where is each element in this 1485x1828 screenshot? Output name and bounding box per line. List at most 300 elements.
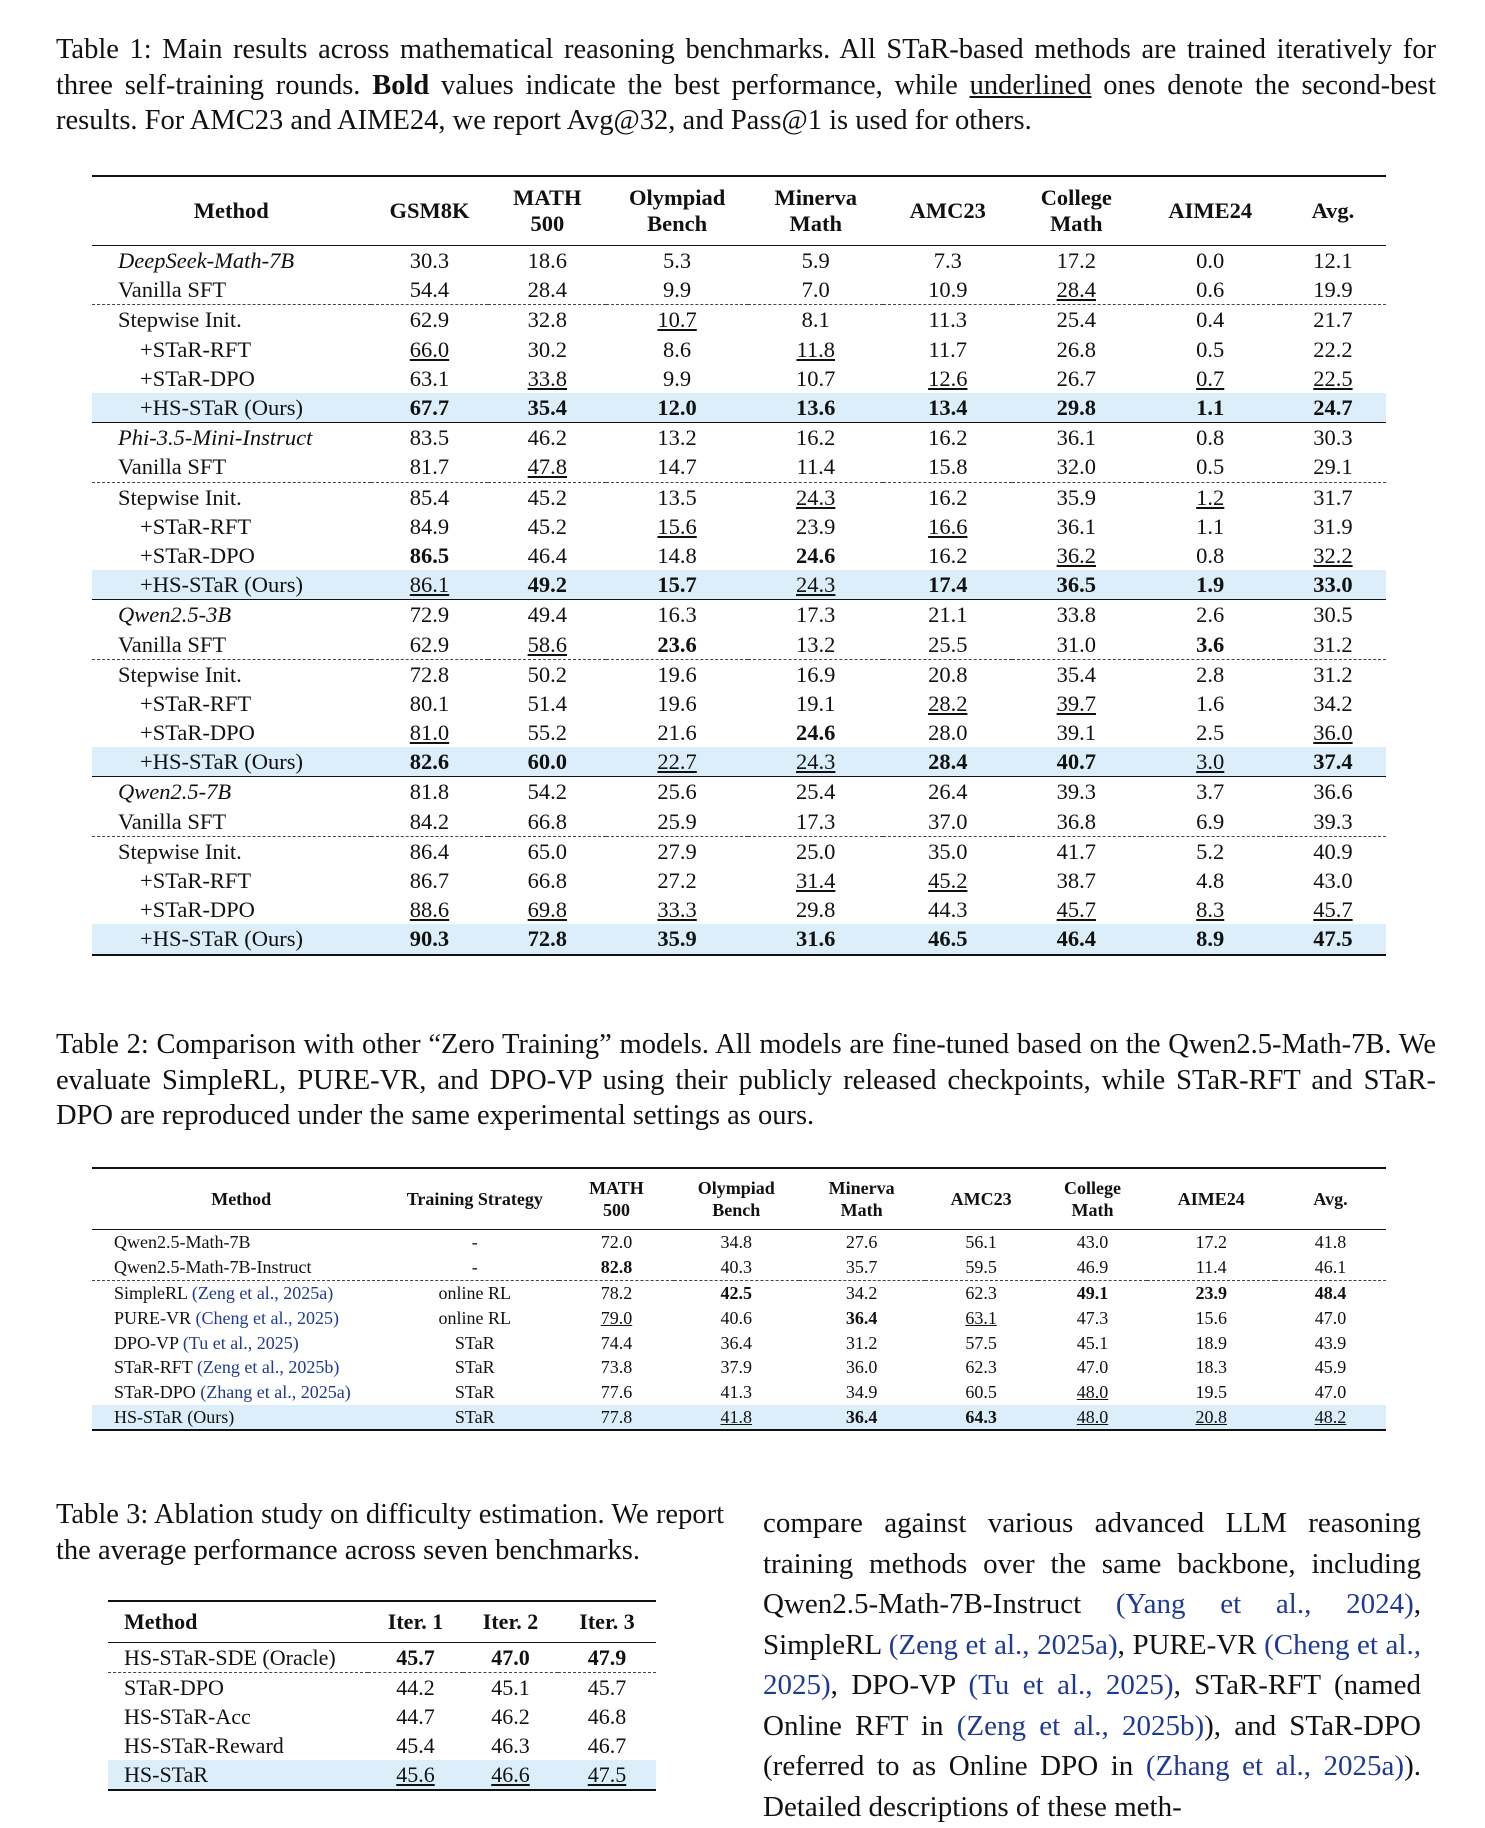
- value-cell: 86.4: [371, 836, 489, 866]
- value-cell: 13.2: [606, 423, 748, 453]
- value-cell: 66.8: [527, 808, 568, 834]
- table-row: [92, 777, 1386, 807]
- value-cell: 86.5: [409, 542, 450, 568]
- table-row: [92, 629, 1386, 659]
- method-cell: Vanilla SFT: [118, 277, 227, 303]
- header-cell: College Math: [1038, 1168, 1148, 1230]
- value-cell: 11.7: [928, 336, 968, 362]
- value-cell: 84.9: [409, 513, 450, 539]
- method-cell: [92, 1330, 390, 1355]
- header-cell: Training Strategy: [390, 1168, 559, 1230]
- value-cell: 41.3: [720, 1382, 752, 1403]
- table-row: [92, 1380, 1386, 1405]
- method-cell: Vanilla SFT: [118, 454, 227, 480]
- value-cell: 46.6: [463, 1760, 558, 1790]
- value-cell: 30.3: [1280, 423, 1386, 453]
- table1-header-row: [92, 176, 1386, 246]
- value-cell: 85.4: [371, 482, 489, 512]
- table-row: [92, 807, 1386, 837]
- value-cell: 82.6: [371, 747, 489, 777]
- value-cell: 62.9: [371, 305, 489, 335]
- value-cell: 43.0: [1076, 1232, 1109, 1253]
- value-cell: 31.2: [1313, 631, 1353, 657]
- value-cell: 17.2: [1195, 1232, 1227, 1253]
- value-cell: 31.2: [1280, 659, 1386, 689]
- value-cell: 45.2: [928, 868, 968, 894]
- value-cell: 47.5: [558, 1760, 656, 1790]
- value-cell: 40.9: [1280, 836, 1386, 866]
- value-cell: 25.5: [928, 631, 968, 657]
- value-cell: 11.8: [796, 336, 835, 362]
- value-cell: 36.2: [1056, 542, 1096, 568]
- value-cell: 36.0: [1313, 720, 1353, 746]
- value-cell: 88.6: [409, 897, 450, 923]
- header-cell: Method: [92, 1168, 390, 1230]
- value-cell: 5.9: [801, 248, 830, 274]
- value-cell: 43.0: [1313, 868, 1353, 894]
- value-cell: 23.9: [1147, 1280, 1275, 1305]
- value-cell: 32.8: [488, 305, 606, 335]
- value-cell: 60.5: [965, 1382, 997, 1403]
- header-cell: Method: [92, 176, 371, 246]
- method-cell: Qwen2.5-3B: [92, 600, 371, 630]
- value-cell: 1.1: [1196, 513, 1225, 539]
- value-cell: 48.0: [1076, 1382, 1109, 1403]
- value-cell: 60.0: [488, 747, 606, 777]
- value-cell: 77.8: [559, 1405, 674, 1431]
- value-cell: 36.0: [845, 1357, 878, 1378]
- value-cell: 66.0: [409, 336, 450, 362]
- value-cell: 63.1: [409, 365, 450, 391]
- value-cell: 22.2: [1313, 336, 1353, 362]
- citation-link[interactable]: (Zhang et al., 2025a): [195, 1382, 351, 1403]
- value-cell: 34.8: [720, 1232, 752, 1253]
- value-cell: 13.5: [606, 482, 748, 512]
- table-row: [92, 866, 1386, 895]
- value-cell: 43.9: [1314, 1332, 1347, 1353]
- header-cell: Iter. 3: [558, 1601, 656, 1643]
- value-cell: 18.6: [527, 248, 568, 274]
- method-cell: +STaR-RFT: [140, 868, 252, 894]
- value-cell: 36.4: [799, 1405, 925, 1431]
- value-cell: 24.7: [1280, 393, 1386, 423]
- value-cell: 16.9: [748, 659, 884, 689]
- value-cell: 0.5: [1196, 336, 1225, 362]
- value-cell: 37.0: [928, 808, 968, 834]
- value-cell: 21.1: [883, 600, 1012, 630]
- value-cell: 45.4: [396, 1733, 435, 1758]
- method-cell: HS-STaR-SDE (Oracle): [124, 1645, 336, 1670]
- value-cell: 9.9: [663, 365, 692, 391]
- value-cell: 45.1: [1076, 1332, 1109, 1353]
- value-cell: 90.3: [371, 924, 489, 954]
- header-cell: AMC23: [925, 1168, 1038, 1230]
- value-cell: 16.6: [928, 513, 968, 539]
- value-cell: 69.8: [527, 897, 568, 923]
- value-cell: 39.3: [1012, 777, 1141, 807]
- header-cell: Method: [108, 1601, 368, 1643]
- header-cell: Iter. 1: [368, 1601, 463, 1643]
- value-cell: 1.1: [1141, 393, 1280, 423]
- method-name: Qwen2.5-Math-7B: [114, 1232, 251, 1253]
- table-row: [92, 423, 1386, 453]
- value-cell: 5.2: [1141, 836, 1280, 866]
- method-name: HS-STaR (Ours): [114, 1406, 235, 1427]
- method-cell: HS-STaR-Reward: [124, 1733, 284, 1758]
- value-cell: 81.8: [371, 777, 489, 807]
- value-cell: 25.9: [657, 808, 697, 834]
- value-cell: 19.1: [796, 690, 836, 716]
- value-cell: 50.2: [488, 659, 606, 689]
- value-cell: 45.1: [463, 1673, 558, 1703]
- method-name: Qwen2.5-Math-7B-Instruct: [114, 1257, 312, 1278]
- value-cell: 46.4: [527, 542, 568, 568]
- header-cell: MATH 500: [488, 176, 606, 246]
- value-cell: 8.3: [1196, 897, 1225, 923]
- value-cell: 47.5: [1280, 924, 1386, 954]
- method-cell: HS-STaR-Acc: [124, 1704, 251, 1729]
- method-cell: Stepwise Init.: [92, 482, 371, 512]
- value-cell: 28.4: [883, 747, 1012, 777]
- method-name: STaR-DPO: [114, 1382, 196, 1403]
- citation-link[interactable]: (Cheng et al., 2025): [763, 1628, 1421, 1701]
- value-cell: 36.1: [1012, 423, 1141, 453]
- value-cell: 0.7: [1196, 365, 1225, 391]
- value-cell: 77.6: [600, 1382, 633, 1403]
- method-cell: +HS-STaR (Ours): [92, 747, 371, 777]
- citation-link[interactable]: (Tu et al., 2025): [178, 1332, 299, 1353]
- value-cell: 31.7: [1280, 482, 1386, 512]
- value-cell: 47.0: [1076, 1357, 1109, 1378]
- value-cell: 33.3: [657, 897, 697, 923]
- table-row: [92, 335, 1386, 364]
- value-cell: 26.4: [883, 777, 1012, 807]
- table-row: [92, 689, 1386, 718]
- strategy-cell: STaR: [454, 1382, 495, 1403]
- strategy-cell: STaR: [454, 1332, 495, 1353]
- value-cell: 17.4: [883, 570, 1012, 600]
- value-cell: 54.2: [488, 777, 606, 807]
- value-cell: 22.5: [1313, 365, 1353, 391]
- header-cell: Avg.: [1280, 176, 1386, 246]
- citation-link[interactable]: (Tu et al., 2025): [968, 1669, 1174, 1701]
- value-cell: 46.4: [1012, 924, 1141, 954]
- value-cell: 0.6: [1196, 277, 1225, 303]
- body-text-segment: , SimpleRL: [763, 1588, 1421, 1661]
- value-cell: 44.3: [928, 897, 968, 923]
- table-row: [92, 305, 1386, 335]
- value-cell: 35.4: [1012, 659, 1141, 689]
- value-cell: 21.6: [657, 720, 697, 746]
- value-cell: 33.8: [1012, 600, 1141, 630]
- value-cell: 34.9: [845, 1382, 878, 1403]
- value-cell: 22.7: [606, 747, 748, 777]
- value-cell: 63.1: [965, 1307, 997, 1328]
- body-text-segment: ). Detailed descriptions of these meth-: [763, 1750, 1421, 1823]
- value-cell: 49.2: [488, 570, 606, 600]
- value-cell: 46.8: [587, 1704, 627, 1729]
- value-cell: 25.0: [748, 836, 884, 866]
- value-cell: 11.4: [796, 454, 835, 480]
- table1-main-results: [92, 175, 1386, 956]
- strategy-cell: STaR: [454, 1357, 495, 1378]
- table-row: [92, 1305, 1386, 1330]
- value-cell: 40.6: [720, 1307, 752, 1328]
- value-cell: 45.7: [396, 1645, 435, 1670]
- value-cell: 6.9: [1196, 808, 1225, 834]
- citation-link[interactable]: (Zeng et al., 2025a): [888, 1628, 1118, 1661]
- value-cell: 45.9: [1314, 1357, 1347, 1378]
- header-cell: Olympiad Bench: [674, 1168, 799, 1230]
- method-cell: [92, 1380, 390, 1405]
- table-row: [92, 1280, 1386, 1305]
- table-row: [92, 1355, 1386, 1380]
- value-cell: 20.8: [1147, 1405, 1275, 1431]
- table-row: [92, 452, 1386, 482]
- value-cell: 66.8: [527, 868, 568, 894]
- table3-ablation: [108, 1600, 656, 1791]
- value-cell: 30.2: [527, 336, 568, 362]
- method-cell: Vanilla SFT: [118, 808, 227, 834]
- value-cell: 24.3: [748, 570, 884, 600]
- table2-zero-training-comparison: [92, 1167, 1386, 1431]
- header-cell: Iter. 2: [463, 1601, 558, 1643]
- value-cell: 18.9: [1195, 1332, 1227, 1353]
- value-cell: 45.7: [558, 1673, 656, 1703]
- body-text-segment: , DPO-VP: [830, 1669, 969, 1701]
- table-row: [92, 1330, 1386, 1355]
- method-cell: Phi-3.5-Mini-Instruct: [92, 423, 371, 453]
- table2-caption: Table 2: Comparison with other “Zero Training” models. All models are fine-tuned based on the Qwen2.5-Math-7B. We evaluate SimpleRL, PURE-VR, and DPO-VP using their publicly released checkpoints, while STaR-RFT and STaR-DPO are reproduced under the same experimental settings as ours.: [56, 1029, 1436, 1131]
- value-cell: 36.5: [1012, 570, 1141, 600]
- value-cell: 9.9: [663, 277, 692, 303]
- value-cell: 81.7: [409, 454, 450, 480]
- value-cell: 17.3: [748, 600, 884, 630]
- table-row: [92, 393, 1386, 423]
- table-row: [92, 924, 1386, 954]
- header-cell: AIME24: [1141, 176, 1280, 246]
- value-cell: 54.4: [409, 277, 450, 303]
- value-cell: 15.6: [657, 513, 697, 539]
- citation-link[interactable]: (Zeng et al., 2025b): [956, 1709, 1205, 1742]
- value-cell: 0.8: [1196, 542, 1225, 568]
- value-cell: 46.2: [491, 1704, 530, 1729]
- table-row: [92, 659, 1386, 689]
- value-cell: 82.8: [600, 1257, 633, 1278]
- value-cell: 42.5: [674, 1280, 799, 1305]
- value-cell: 67.7: [371, 393, 489, 423]
- value-cell: 46.5: [883, 924, 1012, 954]
- method-cell: Stepwise Init.: [92, 836, 371, 866]
- value-cell: 17.2: [1056, 248, 1096, 274]
- value-cell: 11.4: [1195, 1257, 1227, 1278]
- value-cell: 25.6: [606, 777, 748, 807]
- value-cell: 19.9: [1313, 277, 1353, 303]
- value-cell: 39.7: [1056, 690, 1096, 716]
- table-row: [92, 718, 1386, 747]
- value-cell: 45.7: [1313, 897, 1353, 923]
- caption-underlined-word: underlined: [969, 69, 1092, 101]
- value-cell: 20.8: [883, 659, 1012, 689]
- value-cell: 29.1: [1313, 454, 1353, 480]
- value-cell: 31.2: [845, 1332, 878, 1353]
- value-cell: 78.2: [559, 1280, 674, 1305]
- value-cell: 49.4: [488, 600, 606, 630]
- table3-header-row: [108, 1601, 656, 1643]
- table-row: [108, 1643, 656, 1673]
- value-cell: 24.3: [748, 482, 884, 512]
- value-cell: 27.9: [606, 836, 748, 866]
- table2-header-row: [92, 1168, 1386, 1230]
- value-cell: 16.3: [606, 600, 748, 630]
- caption-text: ones denote the second-best results. For AMC23 and AIME24, we report Avg@32, and Pass@1 is used for others.: [56, 69, 1436, 136]
- value-cell: 47.0: [491, 1645, 530, 1670]
- header-cell: AMC23: [883, 176, 1012, 246]
- value-cell: 12.0: [606, 393, 748, 423]
- table-row: [108, 1731, 656, 1760]
- value-cell: 47.9: [587, 1645, 627, 1670]
- strategy-cell: -: [471, 1257, 478, 1278]
- value-cell: 62.3: [925, 1280, 1038, 1305]
- citation-link[interactable]: (Zhang et al., 2025a): [1145, 1750, 1405, 1782]
- caption-bold-word: Bold: [372, 69, 430, 101]
- citation-link[interactable]: (Cheng et al., 2025): [191, 1307, 339, 1328]
- value-cell: 31.4: [796, 868, 836, 894]
- method-cell: HS-STaR: [108, 1760, 368, 1790]
- value-cell: 7.3: [933, 248, 962, 274]
- table-row: [92, 1230, 1386, 1255]
- citation-link[interactable]: (Yang et al., 2024): [1115, 1588, 1414, 1620]
- strategy-cell: STaR: [390, 1405, 559, 1431]
- value-cell: 65.0: [488, 836, 606, 866]
- value-cell: 25.4: [1012, 305, 1141, 335]
- value-cell: 45.7: [1056, 897, 1096, 923]
- table-row: [92, 364, 1386, 393]
- value-cell: 48.2: [1275, 1405, 1386, 1431]
- table-row: [108, 1673, 656, 1703]
- method-cell: +STaR-DPO: [140, 720, 255, 746]
- value-cell: 8.6: [663, 336, 692, 362]
- table-row: [92, 275, 1386, 305]
- value-cell: 30.5: [1280, 600, 1386, 630]
- value-cell: 32.2: [1313, 542, 1353, 568]
- method-cell: +STaR-RFT: [140, 513, 252, 539]
- value-cell: 41.8: [674, 1405, 799, 1431]
- value-cell: 29.8: [1012, 393, 1141, 423]
- value-cell: 28.0: [928, 720, 968, 746]
- body-text-segment: compare against various advanced LLM reasoning training methods over the same backbone, including Qwen2.5-Math-7B-Instruct: [763, 1507, 1421, 1620]
- value-cell: 5.3: [663, 248, 692, 274]
- citation-link[interactable]: (Zeng et al., 2025a): [187, 1282, 334, 1303]
- value-cell: 46.2: [488, 423, 606, 453]
- value-cell: 23.9: [796, 513, 836, 539]
- table1-caption: [56, 32, 1436, 139]
- value-cell: 4.8: [1196, 868, 1225, 894]
- header-cell: College Math: [1012, 176, 1141, 246]
- table-row: [92, 570, 1386, 600]
- header-cell: AIME24: [1147, 1168, 1275, 1230]
- strategy-cell: -: [471, 1232, 478, 1253]
- value-cell: 44.7: [396, 1704, 435, 1729]
- value-cell: 2.5: [1196, 720, 1225, 746]
- body-text-segment: , PURE-VR: [1117, 1628, 1265, 1661]
- value-cell: 26.7: [1056, 365, 1096, 391]
- value-cell: 37.4: [1280, 747, 1386, 777]
- value-cell: 19.6: [606, 659, 748, 689]
- strategy-cell: online RL: [438, 1307, 512, 1328]
- value-cell: 36.6: [1280, 777, 1386, 807]
- method-cell: +HS-STaR (Ours): [92, 393, 371, 423]
- value-cell: 56.1: [965, 1232, 997, 1253]
- value-cell: 17.3: [796, 808, 836, 834]
- method-cell: [92, 1255, 390, 1280]
- caption-text: Table 1: Main results across mathematical reasoning benchmarks. All STaR-based methods are trained iteratively for three self-training rounds.: [56, 34, 1436, 101]
- value-cell: 23.6: [657, 631, 697, 657]
- value-cell: 46.9: [1076, 1257, 1109, 1278]
- value-cell: 13.2: [796, 631, 836, 657]
- value-cell: 47.3: [1076, 1307, 1109, 1328]
- value-cell: 7.0: [801, 277, 830, 303]
- value-cell: 84.2: [409, 808, 450, 834]
- value-cell: 36.1: [1056, 513, 1096, 539]
- value-cell: 24.6: [796, 720, 836, 746]
- value-cell: 35.9: [606, 924, 748, 954]
- value-cell: 39.1: [1056, 720, 1096, 746]
- value-cell: 38.7: [1056, 868, 1096, 894]
- value-cell: 2.8: [1141, 659, 1280, 689]
- value-cell: 16.2: [883, 482, 1012, 512]
- value-cell: 73.8: [600, 1357, 633, 1378]
- value-cell: 26.8: [1056, 336, 1096, 362]
- value-cell: 34.2: [1313, 690, 1353, 716]
- strategy-cell: online RL: [390, 1280, 559, 1305]
- method-cell: +STaR-DPO: [140, 542, 255, 568]
- value-cell: 19.6: [657, 690, 697, 716]
- method-cell: STaR-DPO: [108, 1673, 368, 1703]
- value-cell: 1.2: [1141, 482, 1280, 512]
- value-cell: 16.2: [928, 542, 968, 568]
- value-cell: 31.6: [748, 924, 884, 954]
- value-cell: 47.8: [527, 454, 568, 480]
- value-cell: 16.2: [748, 423, 884, 453]
- body-text-segment: ), and STaR-DPO (referred to as Online DPO in: [763, 1709, 1421, 1782]
- value-cell: 0.4: [1141, 305, 1280, 335]
- value-cell: 33.8: [527, 365, 568, 391]
- value-cell: 59.5: [965, 1257, 997, 1278]
- table-row: [92, 482, 1386, 512]
- value-cell: 13.6: [748, 393, 884, 423]
- value-cell: 45.2: [527, 513, 568, 539]
- value-cell: 62.9: [409, 631, 450, 657]
- body-paragraph: [763, 1503, 1421, 1827]
- caption-text: values indicate the best performance, while: [429, 69, 970, 101]
- value-cell: 12.6: [928, 365, 968, 391]
- value-cell: 35.9: [1012, 482, 1141, 512]
- value-cell: 36.4: [845, 1307, 878, 1328]
- method-name: DPO-VP: [114, 1332, 179, 1353]
- method-cell: Vanilla SFT: [118, 631, 227, 657]
- citation-link[interactable]: (Zeng et al., 2025b): [192, 1357, 340, 1378]
- method-cell: Stepwise Init.: [92, 659, 371, 689]
- value-cell: 18.3: [1195, 1357, 1227, 1378]
- value-cell: 0.8: [1141, 423, 1280, 453]
- value-cell: 48.0: [1038, 1405, 1148, 1431]
- value-cell: 86.1: [371, 570, 489, 600]
- value-cell: 57.5: [965, 1332, 997, 1353]
- value-cell: 14.8: [657, 542, 697, 568]
- value-cell: 80.1: [409, 690, 450, 716]
- value-cell: 46.3: [491, 1733, 530, 1758]
